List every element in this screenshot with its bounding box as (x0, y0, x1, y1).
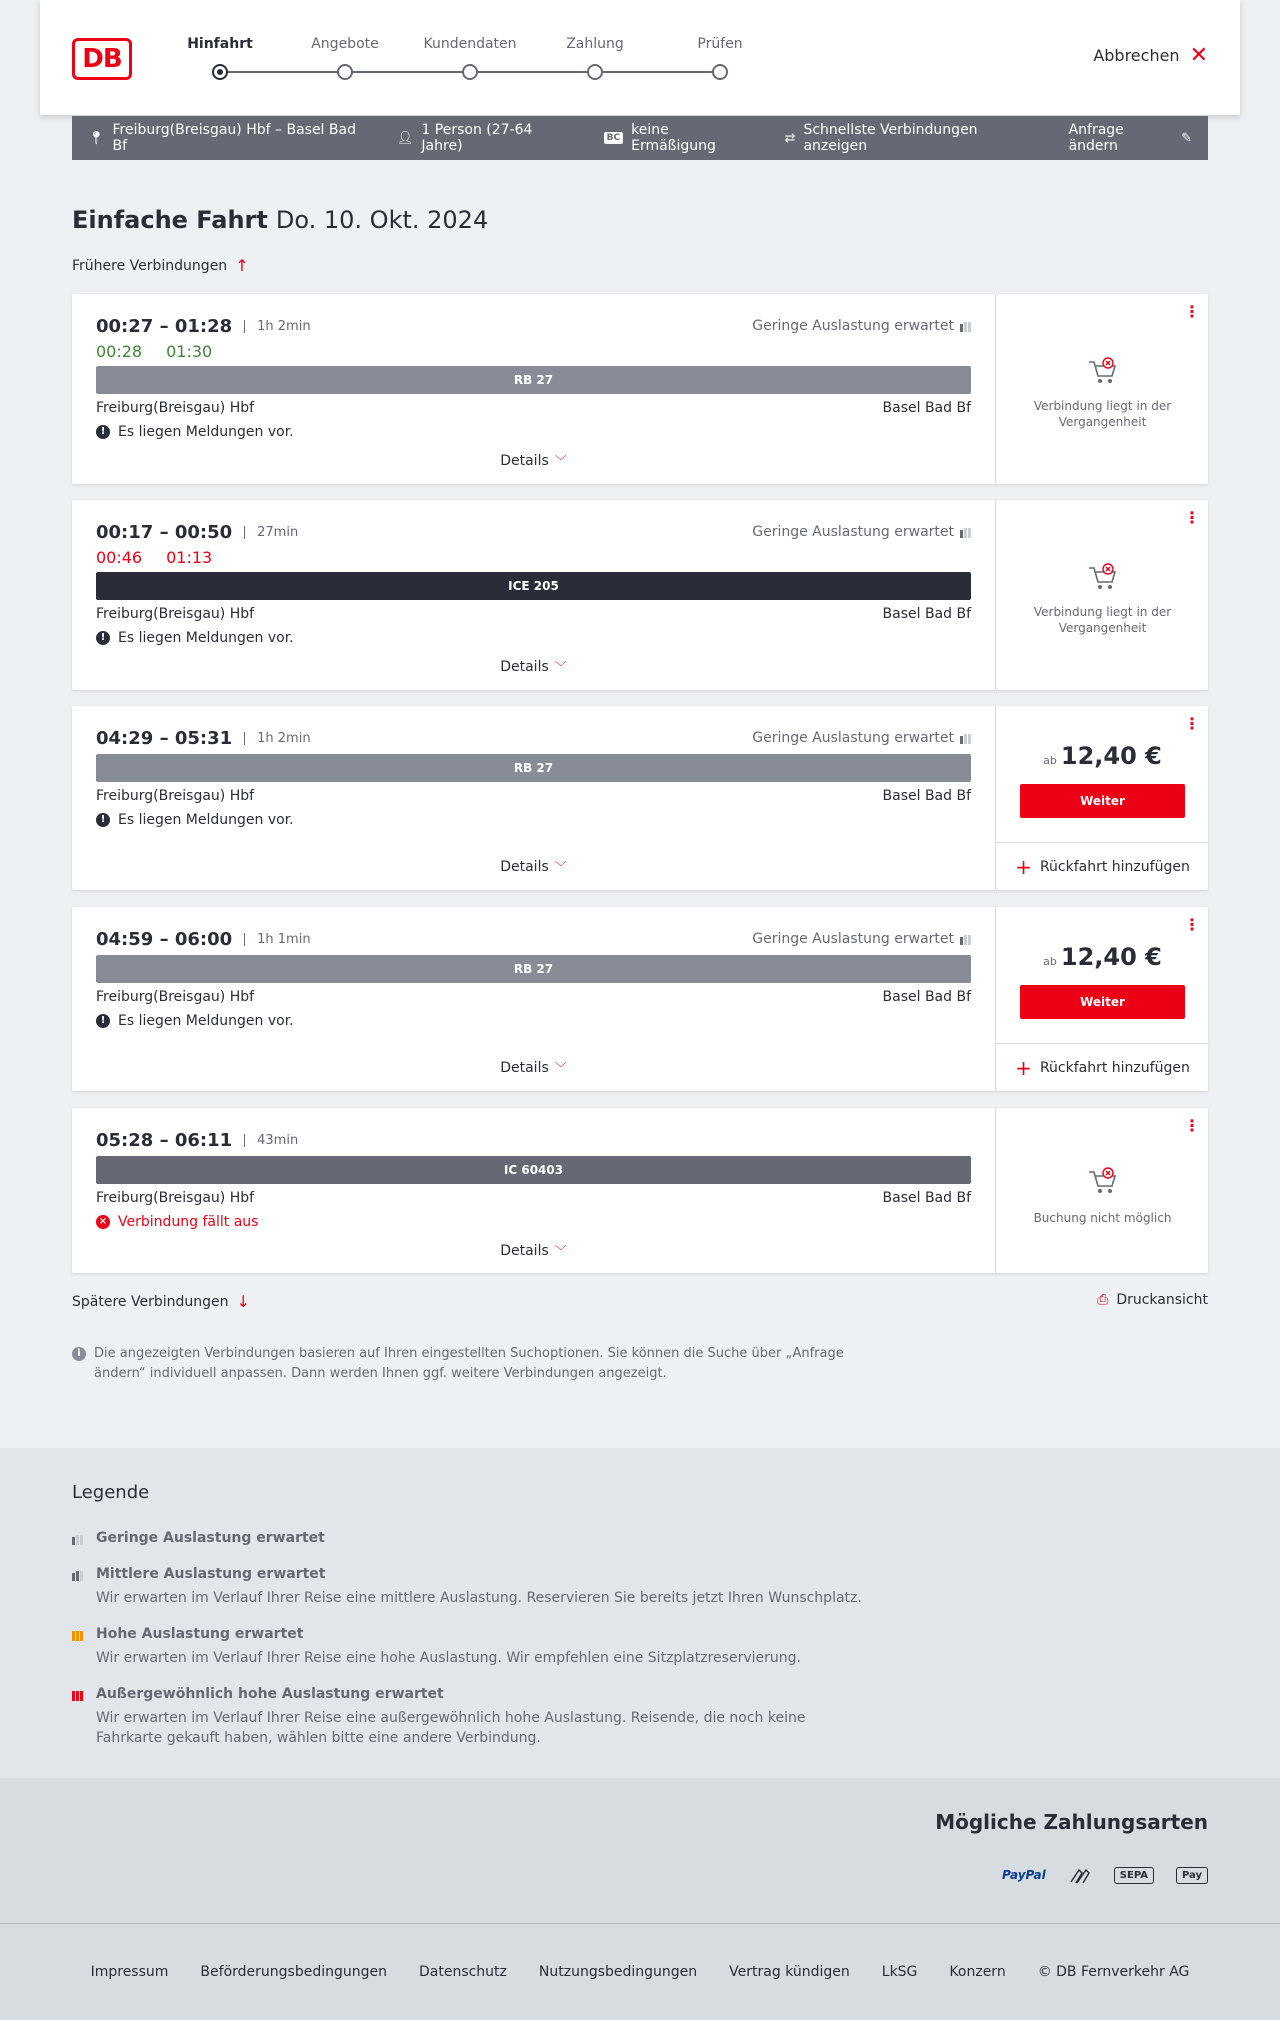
occupancy-info (752, 730, 971, 746)
destination-station: Basel Bad Bf (882, 1190, 971, 1206)
cart-unavailable-icon (1086, 356, 1120, 386)
persons-text: 1 Person (27-64 Jahre) (421, 122, 533, 154)
chevron-down-icon: ﹀ (554, 1061, 567, 1075)
price-prefix: ab (1043, 955, 1057, 968)
step-zahlung (545, 32, 645, 80)
connection-card (72, 706, 1208, 890)
step-angebote (295, 32, 395, 80)
price (996, 742, 1209, 770)
discount-summary (604, 122, 753, 154)
occupancy-info (752, 931, 971, 947)
legend-item-desc: Wir erwarten im Verlauf Ihrer Reise eine außergewöhnlich hohe Auslastung. Reisende, die noch keine Fahrkarte gekauft haben, wählen bitte eine andere Verbindung. (96, 1710, 806, 1746)
step-label: Prüfen (697, 36, 743, 52)
stations (96, 400, 971, 416)
footer-link-befoerderungsbedingungen[interactable]: Beförderungsbedingungen (200, 1964, 387, 1980)
step-kundendaten (420, 32, 520, 80)
cancel-circle-icon: × (96, 1215, 110, 1229)
price (996, 943, 1209, 971)
footer-link-lksg[interactable]: LkSG (881, 1964, 918, 1980)
realtime-departure: 00:28 (96, 342, 143, 361)
connection-times (96, 316, 311, 337)
origin-station: Freiburg(Breisgau) Hbf (96, 989, 255, 1005)
price-value: 12,40 € (1060, 742, 1162, 770)
legend-item-medium (72, 1566, 872, 1608)
legend-title-text: Hohe Auslastung erwartet (96, 1626, 304, 1642)
step-pruefen (670, 32, 770, 80)
footer-link-konzern[interactable]: Konzern (949, 1964, 1006, 1980)
legend-section (0, 1448, 1280, 1778)
swap-arrows-icon: ⇄ (784, 130, 796, 146)
connection-times (96, 929, 311, 950)
legend-item-title (72, 1566, 872, 1582)
occupancy-extreme-icon (72, 1689, 83, 1701)
trip-date: Do. 10. Okt. 2024 (275, 206, 489, 234)
details-label: Details (500, 659, 549, 675)
origin-station: Freiburg(Breisgau) Hbf (96, 788, 255, 804)
disruption-message (96, 630, 294, 646)
occupancy-info (752, 524, 971, 540)
occupancy-text: Geringe Auslastung erwartet (752, 730, 954, 746)
scheduled-times: 04:29 – 05:31 (96, 728, 233, 749)
footer-link-vertrag-kuendigen[interactable]: Vertrag kündigen (729, 1964, 850, 1980)
details-label: Details (500, 453, 549, 469)
offer-panel (995, 1108, 1208, 1273)
realtime-departure: 00:46 (96, 548, 143, 567)
later-label: Spätere Verbindungen (72, 1293, 229, 1310)
footer-link-datenschutz[interactable]: Datenschutz (418, 1964, 507, 1980)
message-text: Es liegen Meldungen vor. (118, 1013, 294, 1029)
legend-item-title (72, 1530, 872, 1546)
destination-station: Basel Bad Bf (882, 400, 971, 416)
origin-station: Freiburg(Breisgau) Hbf (96, 1190, 255, 1206)
plus-icon: + (1015, 1055, 1032, 1080)
arrow-up-icon: ↑ (235, 256, 249, 275)
past-connection-note: Verbindung liegt in der Vergangenheit (1033, 399, 1172, 429)
connection-card (72, 294, 1208, 484)
bahncard-icon: BC (604, 132, 623, 144)
fastest-toggle[interactable] (785, 122, 1037, 154)
connection-info (72, 706, 995, 890)
past-connection-note: Verbindung liegt in der Vergangenheit (1033, 605, 1172, 635)
origin-station: Freiburg(Breisgau) Hbf (96, 606, 255, 622)
chevron-down-icon: ﹀ (554, 1244, 567, 1258)
add-return-trip-button[interactable] (996, 842, 1209, 890)
message-text: Es liegen Meldungen vor. (118, 630, 294, 646)
occupancy-low-icon (960, 320, 971, 332)
realtime-times (96, 342, 212, 361)
exclamation-icon: ! (96, 425, 110, 439)
cancel-label: Abbrechen (1093, 46, 1180, 65)
connection-info (72, 1108, 995, 1273)
stations (96, 788, 971, 804)
stations (96, 606, 971, 622)
add-return-trip-button[interactable] (996, 1043, 1209, 1091)
offer-panel (995, 907, 1208, 1091)
details-label: Details (500, 859, 549, 875)
add-return-label: Rückfahrt hinzufügen (1039, 858, 1190, 875)
cancel-button[interactable] (1093, 42, 1208, 68)
printer-icon: ⎙ (1097, 1292, 1109, 1308)
step-dot (712, 64, 728, 80)
info-icon: i (72, 1347, 86, 1361)
credit-card-icon (1068, 1864, 1092, 1886)
connection-info (72, 500, 995, 690)
stations (96, 1190, 971, 1206)
message-text: Es liegen Meldungen vor. (118, 424, 294, 440)
connection-info (72, 907, 995, 1091)
origin-station: Freiburg(Breisgau) Hbf (96, 400, 255, 416)
close-icon: ✕ (1189, 42, 1208, 68)
details-toggle[interactable] (72, 858, 995, 875)
legend-item-desc: Wir erwarten im Verlauf Ihrer Reise eine mittlere Auslastung. Reservieren Sie bereits jetzt Ihren Wunschplatz. (96, 1590, 862, 1606)
message-text: Es liegen Meldungen vor. (118, 812, 294, 828)
connection-times (96, 1130, 298, 1151)
page-title (72, 206, 488, 234)
exclamation-icon: ! (96, 631, 110, 645)
train-bar[interactable]: RB 27 (96, 366, 971, 394)
destination-station: Basel Bad Bf (882, 788, 971, 804)
scheduled-times: 00:17 – 00:50 (96, 522, 233, 543)
destination-station: Basel Bad Bf (882, 606, 971, 622)
location-pin-icon: 📍︎ (88, 130, 105, 146)
occupancy-info (752, 318, 971, 334)
cancellation-message (96, 1214, 258, 1230)
price-value: 12,40 € (1060, 943, 1162, 971)
exclamation-icon: ! (96, 813, 110, 827)
person-icon: 👤︎ (396, 130, 414, 146)
exclamation-icon: ! (96, 1014, 110, 1028)
occupancy-low-icon (960, 732, 971, 744)
connection-times (96, 522, 298, 543)
occupancy-low-icon (960, 933, 971, 945)
legend-title-text: Mittlere Auslastung erwartet (96, 1566, 326, 1582)
print-view-link[interactable] (1097, 1292, 1208, 1308)
legend-title-text: Außergewöhnlich hohe Auslastung erwartet (96, 1686, 444, 1702)
disruption-message (96, 1013, 294, 1029)
payment-methods-title: Mögliche Zahlungsarten (935, 1810, 1208, 1834)
step-label: Hinfahrt (187, 36, 253, 52)
step-hinfahrt (170, 32, 270, 80)
later-connections-link[interactable] (72, 1292, 250, 1311)
legend-item-extreme (72, 1686, 872, 1748)
realtime-times (96, 548, 212, 567)
offer-panel (995, 294, 1208, 484)
duration: 1h 1min (244, 933, 310, 946)
footer-link-impressum[interactable]: Impressum (90, 1964, 169, 1980)
destination-station: Basel Bad Bf (882, 989, 971, 1005)
more-options-icon[interactable]: ⋮ (1184, 915, 1200, 934)
discount-text: keine Ermäßigung (631, 122, 716, 154)
db-logo[interactable]: DB (72, 38, 132, 80)
message-text: Verbindung fällt aus (118, 1214, 259, 1230)
details-toggle[interactable] (72, 658, 995, 675)
stations (96, 989, 971, 1005)
chevron-down-icon: ﹀ (554, 860, 567, 874)
payment-methods-section (0, 1778, 1280, 1923)
offer-panel (995, 706, 1208, 890)
step-label: Kundendaten (423, 36, 517, 52)
payment-icons (1002, 1864, 1208, 1886)
step-dot (587, 64, 603, 80)
apple-pay-label: Pay (1181, 1869, 1202, 1881)
price-prefix: ab (1043, 754, 1057, 767)
search-info-note (72, 1344, 852, 1384)
continue-button[interactable]: Weiter (1020, 985, 1185, 1019)
train-bar[interactable]: RB 27 (96, 955, 971, 983)
info-text: Die angezeigten Verbindungen basieren auf Ihren eingestellten Suchoptionen. Sie können die Suche über „Anfrage ändern“ individuell anpassen. Dann werden Ihnen ggf. weitere Verbindungen angezeigt. (94, 1346, 844, 1381)
search-summary-bar (72, 116, 1208, 160)
chevron-down-icon: ﹀ (554, 660, 567, 674)
persons-summary (397, 122, 572, 154)
disruption-message (96, 424, 294, 440)
train-bar[interactable]: IC 60403 (96, 1156, 971, 1184)
paypal-icon: PayPal (1001, 1868, 1046, 1882)
legend-item-low (72, 1530, 872, 1546)
details-toggle[interactable] (72, 1059, 995, 1076)
occupancy-text: Geringe Auslastung erwartet (752, 931, 954, 947)
continue-button[interactable]: Weiter (1020, 784, 1185, 818)
train-bar[interactable]: RB 27 (96, 754, 971, 782)
connection-card (72, 500, 1208, 690)
duration: 27min (244, 526, 298, 539)
more-options-icon[interactable]: ⋮ (1184, 714, 1200, 733)
occupancy-text: Geringe Auslastung erwartet (752, 524, 954, 540)
change-request-label: Anfrage ändern (1068, 122, 1124, 154)
chevron-down-icon: ﹀ (554, 454, 567, 468)
step-dot (462, 64, 478, 80)
cart-unavailable-icon (1086, 562, 1120, 592)
add-return-label: Rückfahrt hinzufügen (1039, 1059, 1190, 1076)
scheduled-times: 04:59 – 06:00 (96, 929, 233, 950)
apple-pay-icon (1176, 1867, 1208, 1884)
realtime-arrival: 01:13 (166, 548, 213, 567)
legend-item-high (72, 1626, 872, 1668)
occupancy-low-icon (72, 1533, 83, 1545)
earlier-label: Frühere Verbindungen (72, 257, 228, 274)
change-request-button[interactable] (1069, 122, 1192, 154)
connection-info (72, 294, 995, 484)
more-options-icon[interactable]: ⋮ (1184, 508, 1200, 527)
footer-link-nutzungsbedingungen[interactable]: Nutzungsbedingungen (538, 1964, 698, 1980)
legend-item-title (72, 1626, 872, 1642)
duration: 1h 2min (244, 320, 310, 333)
connection-card (72, 907, 1208, 1091)
booking-unavailable-note: Buchung nicht möglich (1033, 1211, 1172, 1225)
booking-stepper (170, 32, 750, 92)
top-header (40, 0, 1240, 115)
occupancy-high-icon (72, 1629, 83, 1641)
footer-copyright: © DB Fernverkehr AG (1037, 1964, 1190, 1980)
pencil-icon: ✎ (1181, 130, 1192, 146)
details-label: Details (500, 1243, 549, 1259)
details-toggle[interactable] (72, 452, 995, 469)
offer-panel (995, 500, 1208, 690)
occupancy-medium-icon (72, 1569, 83, 1581)
duration: 43min (244, 1134, 298, 1147)
legend-item-title (72, 1686, 872, 1702)
sepa-icon: SEPA (1114, 1867, 1154, 1884)
step-label: Zahlung (566, 36, 624, 52)
route-text: Freiburg(Breisgau) Hbf – Basel Bad Bf (112, 122, 356, 154)
realtime-arrival: 01:30 (166, 342, 213, 361)
trip-type: Einfache Fahrt (72, 206, 268, 234)
step-label: Angebote (311, 36, 379, 52)
disruption-message (96, 812, 294, 828)
step-dot (337, 64, 353, 80)
scheduled-times: 05:28 – 06:11 (96, 1130, 233, 1151)
connection-times (96, 728, 311, 749)
earlier-connections-link[interactable] (72, 256, 249, 275)
legend-item-desc: Wir erwarten im Verlauf Ihrer Reise eine hohe Auslastung. Wir empfehlen eine Sitzplatzreservierung. (96, 1650, 801, 1666)
connection-card (72, 1108, 1208, 1273)
fastest-text: Schnellste Verbindungen anzeigen (803, 122, 978, 154)
details-toggle[interactable] (72, 1242, 995, 1259)
plus-icon: + (1015, 854, 1032, 879)
legend-title-text: Geringe Auslastung erwartet (96, 1530, 325, 1546)
duration: 1h 2min (244, 732, 310, 745)
occupancy-low-icon (960, 526, 971, 538)
route-summary (88, 122, 365, 154)
cart-unavailable-icon (1086, 1166, 1120, 1196)
scheduled-times: 00:27 – 01:28 (96, 316, 233, 337)
train-bar[interactable]: ICE 205 (96, 572, 971, 600)
details-label: Details (500, 1060, 549, 1076)
step-dot (212, 64, 228, 80)
legend-title: Legende (72, 1482, 150, 1503)
print-label: Druckansicht (1116, 1292, 1208, 1308)
footer (0, 1923, 1280, 2020)
arrow-down-icon: ↓ (236, 1292, 250, 1311)
occupancy-text: Geringe Auslastung erwartet (752, 318, 954, 334)
more-options-icon[interactable]: ⋮ (1184, 1116, 1200, 1135)
more-options-icon[interactable]: ⋮ (1184, 302, 1200, 321)
